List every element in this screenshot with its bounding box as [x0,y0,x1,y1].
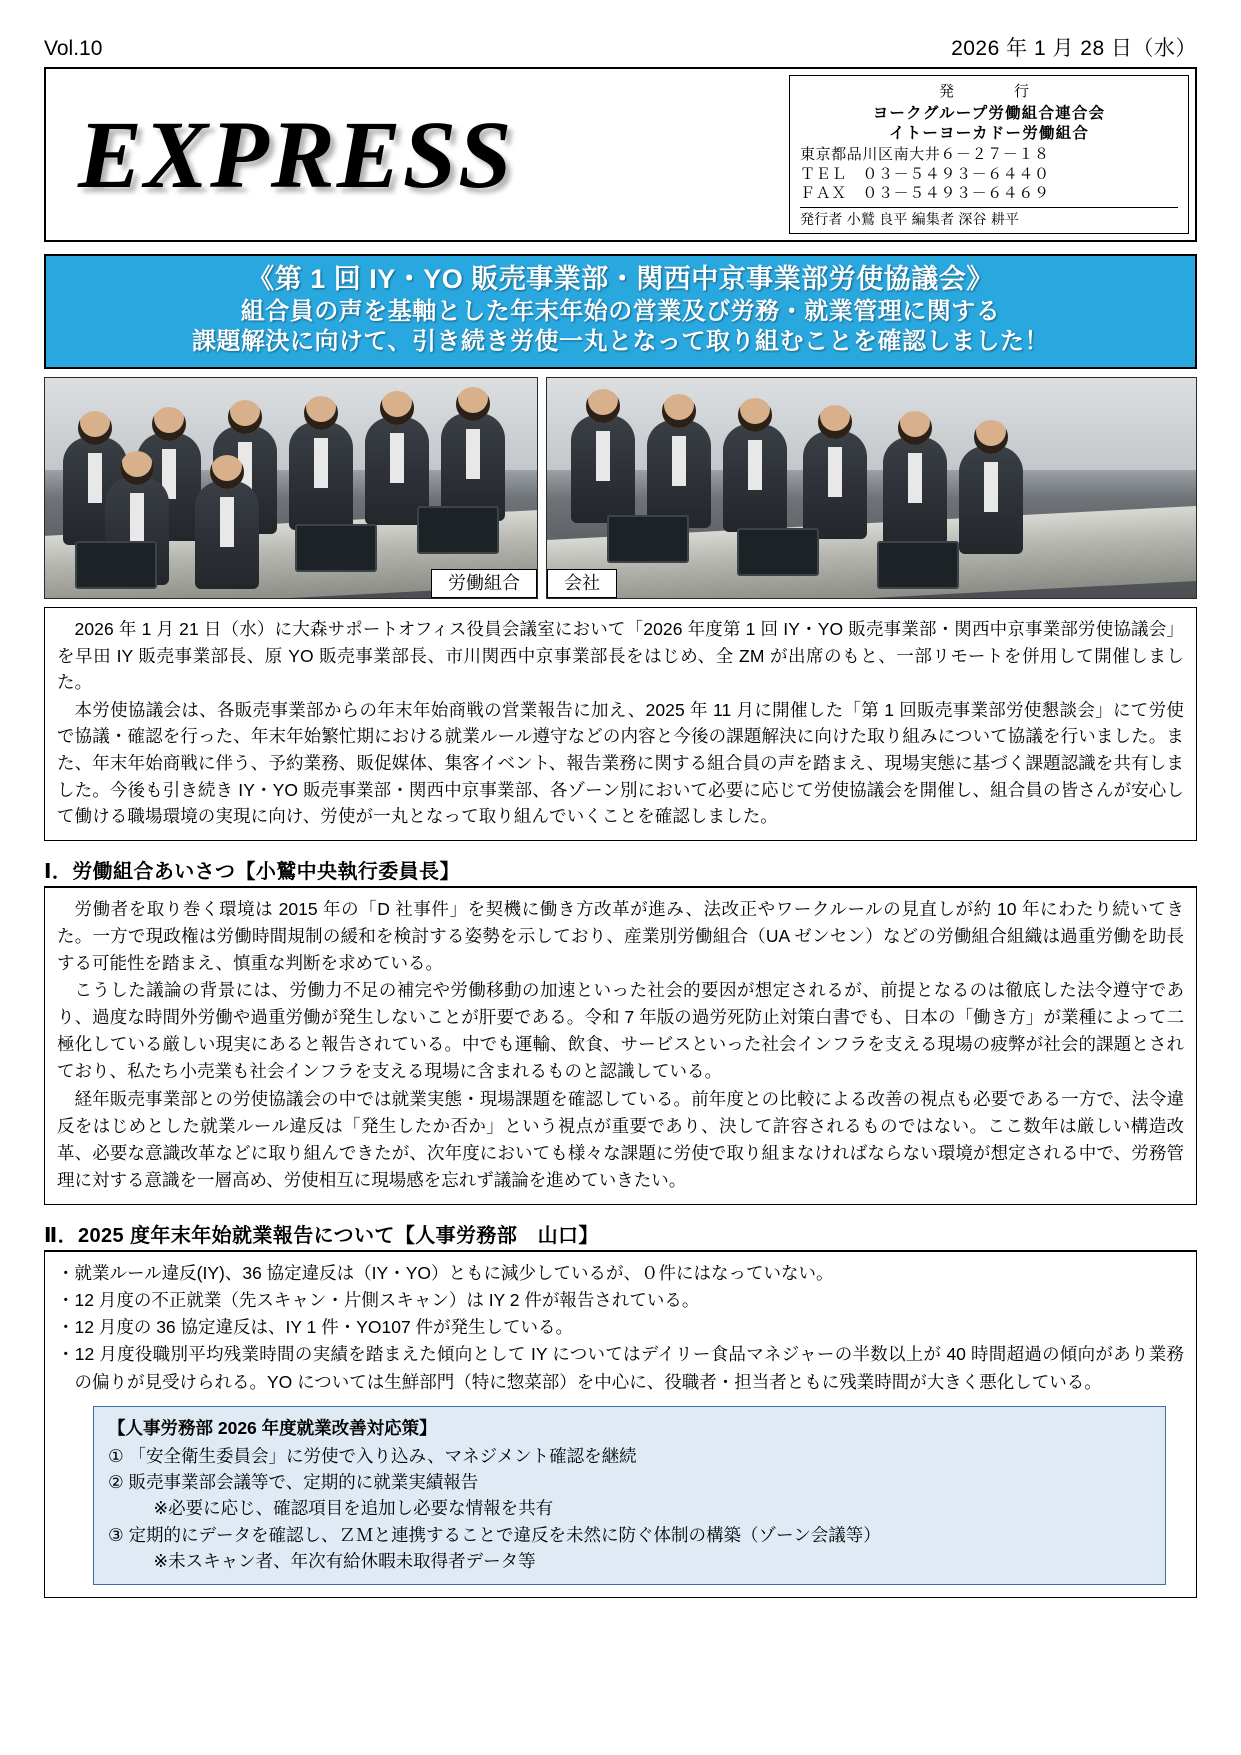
publisher-box [789,75,1189,234]
publisher-tel: ＴＥＬ ０３－５４９３－６４４０ [800,165,1050,183]
list-item: ② 販売事業部会議等で、定期的に就業実績報告 [108,1472,479,1493]
publisher-fax: ＦＡＸ ０３－５４９３－６４６９ [800,185,1050,203]
photo-union [44,377,538,599]
banner-line-3: 課題解決に向けて、引き続き労使一丸となって取り組むことを確認しました！ [191,328,1050,356]
list-item: ① 「安全衛生委員会」に労使で入り込み、マネジメント確認を継続 [108,1445,637,1466]
publisher-address: 東京都品川区南大井６－２７－１８ [800,145,1050,163]
publisher-divider [800,207,1178,208]
measures-note-2: ※未スキャン者、年次有給休暇未取得者データ等 [153,1550,536,1571]
photo-row [44,377,1197,599]
lead-paragraph-1: 2026 年 1 月 21 日（水）に大森サポートオフィス役員会議室において「2026 年度第 1 回 IY・YO 販売事業部・関西中京事業部労使協議会」を早田 IY 販売事業部長、原 YO 販売事業部長、市川関西中京事業部長をはじめ、全 ZM が出席のもと、一部リモートを併用して開催しました。 [57,618,1184,693]
section-1-body [44,888,1197,1205]
section-1-paragraph-2: こうした議論の背景には、労働力不足の補完や労働移動の加速といった社会的要因が想定されるが、前提となるのは徹底した法令遵守であり、過度な時間外労働や過重労働が発生しないことが肝要である。令和 7 年版の過労死防止対策白書でも、日本の「働き方」が業種によって二極化している厳しい現実にあると報告されている。中でも運輸、飲食、サービスといった社会インフラを支える現場の疲弊が社会的課題とされており、私たち小売業も社会インフラを支える現場に含まれるものと認識している。 [57,980,1184,1082]
lead-paragraph-2: 本労使協議会は、各販売事業部からの年末年始商戦の営業報告に加え、2025 年 11 月に開催した「第 1 回販売事業部労使懇談会」にて労使で協議・確認を行った、年末年始繁忙期における就業ルール遵守などの内容と今後の課題解決に向けた取り組みについて協議を行いました。また、年末年始商戦に伴う、予約業務、販促媒体、集客イベント、報告業務に関する組合員の声を踏まえ、現場実態に基づく課題認識を共有しました。今後も引き続き IY・YO 販売事業部・関西中京事業部、各ゾーン別において必要に応じて労使協議会を開催し、組合員の皆さんが安心して働ける職場環境の実現に向け、労使が一丸となって取り組んでいくことを確認しました。 [57,699,1184,827]
improvement-measures-box [93,1406,1166,1586]
list-item: ③ 定期的にデータを確認し、ＺＭと連携することで違反を未然に防ぐ体制の構築（ゾーン会議等） [108,1524,881,1545]
measures-title: 【人事労務部 2026 年度就業改善対応策】 [108,1417,437,1438]
photo-caption-union: 労働組合 [431,569,537,598]
volume-number: Vol.10 [44,37,103,60]
photo-company [546,377,1197,599]
publisher-org-1: ヨークグループ労働組合連合会 [872,104,1106,122]
logo-area [52,75,789,234]
measures-list [108,1443,1151,1574]
meeting-room-image-left [45,378,537,598]
publisher-org-2: イトーヨーカドー労働組合 [888,125,1090,143]
issue-date: 2026 年 1 月 28 日（水） [951,37,1197,60]
section-1-paragraph-3: 経年販売事業部との労使協議会の中では就業実態・現場課題を確認している。前年度との比較による改善の視点も必要である一方で、法令違反をはじめとした就業ルール違反は「発生したか否か」という視点が重要であり、決して許容されるものではない。ここ数年は厳しい構造改革、必要な意識改革などに取り組んできたが、次年度においても様々な課題に労使で取り組まなければならない環境が想定される中で、労務管理に対する意識を一層高め、労使相互に現場感を忘れず議論を進めていきたい。 [57,1088,1184,1190]
photo-caption-company: 会社 [547,569,617,598]
list-item: ・12 月度役職別平均残業時間の実績を踏まえた傾向として IY についてはデイリー食品マネジャーの半数以上が 40 時間超過の傾向があり業務の偏りが見受けられる。YO については生鮮部門（特に惣菜部）を中心に、役職者・担当者ともに残業時間が大きく悪化している。 [57,1344,1184,1392]
measures-note-1: ※必要に応じ、確認項目を追加し必要な情報を共有 [153,1498,554,1519]
banner-line-1: 《第 1 回 IY・YO 販売事業部・関西中京事業部労使協議会》 [247,264,994,294]
express-logo: EXPRESS [78,100,514,208]
lead-text-box [44,607,1197,841]
publisher-label: 発 行 [938,83,1039,100]
list-item: ・就業ルール違反(IY)、36 協定違反は（IY・YO）ともに減少しているが、０件にはなっていない。 [57,1263,834,1284]
banner-line-2: 組合員の声を基軸とした年末年始の営業及び労務・就業管理に関する [240,297,1001,325]
publisher-byline: 発行者 小鷲 良平 編集者 深谷 耕平 [800,211,1020,228]
meeting-room-image-right [547,378,1196,598]
section-1-paragraph-1: 労働者を取り巻く環境は 2015 年の「D 社事件」を契機に働き方改革が進み、法改正やワークルールの見直しが約 10 年にわたり続いてきた。一方で現政権は労働時間規制の緩和を検討する姿勢を示しており、産業別労働組合（UA ゼンセン）などの労働組合組織は過重労働を助長する可能性を踏まえ、慎重な判断を求めている。 [57,898,1184,973]
headline-banner [44,254,1197,369]
page-header [44,38,1197,59]
masthead [44,67,1197,242]
section-2-body [44,1252,1197,1598]
section-1-heading: Ⅰ．労働組合あいさつ【小鷲中央執行委員長】 [44,855,1197,888]
section-2-bullet-list [57,1260,1184,1396]
list-item: ・12 月度の不正就業（先スキャン・片側スキャン）は IY 2 件が報告されている。 [57,1290,700,1311]
section-2-heading: Ⅱ．2025 度年末年始就業報告について【人事労務部 山口】 [44,1219,1197,1252]
list-item: ・12 月度の 36 協定違反は、IY 1 件・YO107 件が発生している。 [57,1317,574,1338]
